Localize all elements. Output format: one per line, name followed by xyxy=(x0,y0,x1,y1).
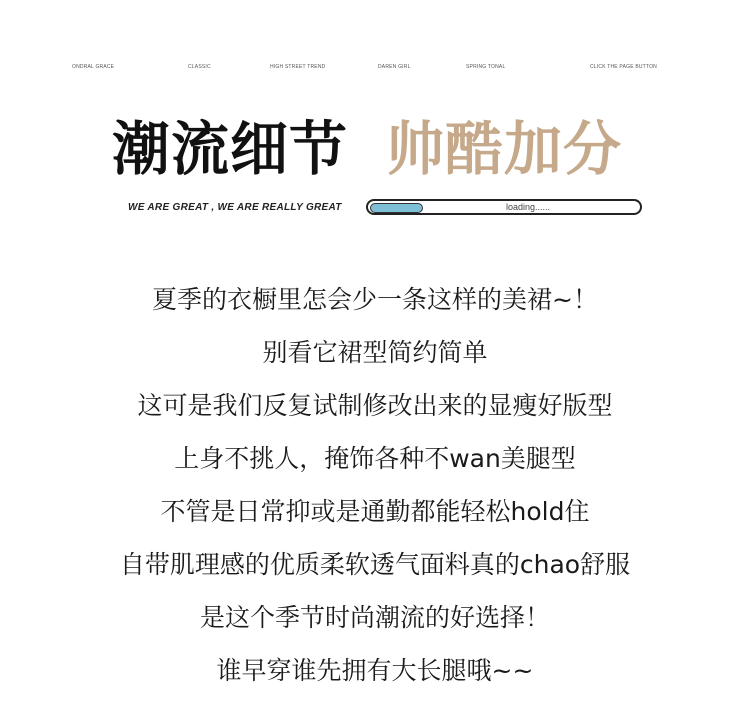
description-line: 不管是日常抑或是通勤都能轻松hold住 xyxy=(160,497,590,526)
nav-item-daren-girl[interactable]: DAREN GIRL xyxy=(378,64,411,70)
nav-item-spring-tonal[interactable]: SPRING TONAL xyxy=(466,64,506,70)
top-nav xyxy=(0,64,750,76)
description-line: 自带肌理感的优质柔软透气面料真的chao舒服 xyxy=(119,550,631,579)
loading-progress-bar xyxy=(366,199,642,215)
description-line: 上身不挑人，掩饰各种不wan美腿型 xyxy=(174,444,576,473)
nav-item-classic[interactable]: CLASSIC xyxy=(188,64,211,70)
nav-item-high-street-trend[interactable]: HIGH STREET TREND xyxy=(270,64,326,70)
description-list xyxy=(0,277,750,701)
headline-accent: 帅酷加分 xyxy=(386,115,623,183)
description-line: 夏季的衣橱里怎会少一条这样的美裙~！ xyxy=(152,285,598,314)
nav-item-click-the-page-button[interactable]: CLICK THE PAGE BUTTON xyxy=(590,64,657,70)
progress-label: loading...... xyxy=(505,202,551,212)
description-line: 别看它裙型简约简单 xyxy=(262,338,488,367)
headline xyxy=(0,112,750,186)
description-line: 这可是我们反复试制修改出来的显瘦好版型 xyxy=(137,391,613,420)
headline-primary: 潮流细节 xyxy=(112,115,349,183)
tagline: WE ARE GREAT , WE ARE REALLY GREAT xyxy=(128,202,342,213)
nav-item-ondral-grace[interactable]: ONDRAL GRACE xyxy=(72,64,115,70)
description-line: 是这个季节时尚潮流的好选择！ xyxy=(199,603,550,632)
description-line: 谁早穿谁先拥有大长腿哦~~ xyxy=(216,656,534,685)
